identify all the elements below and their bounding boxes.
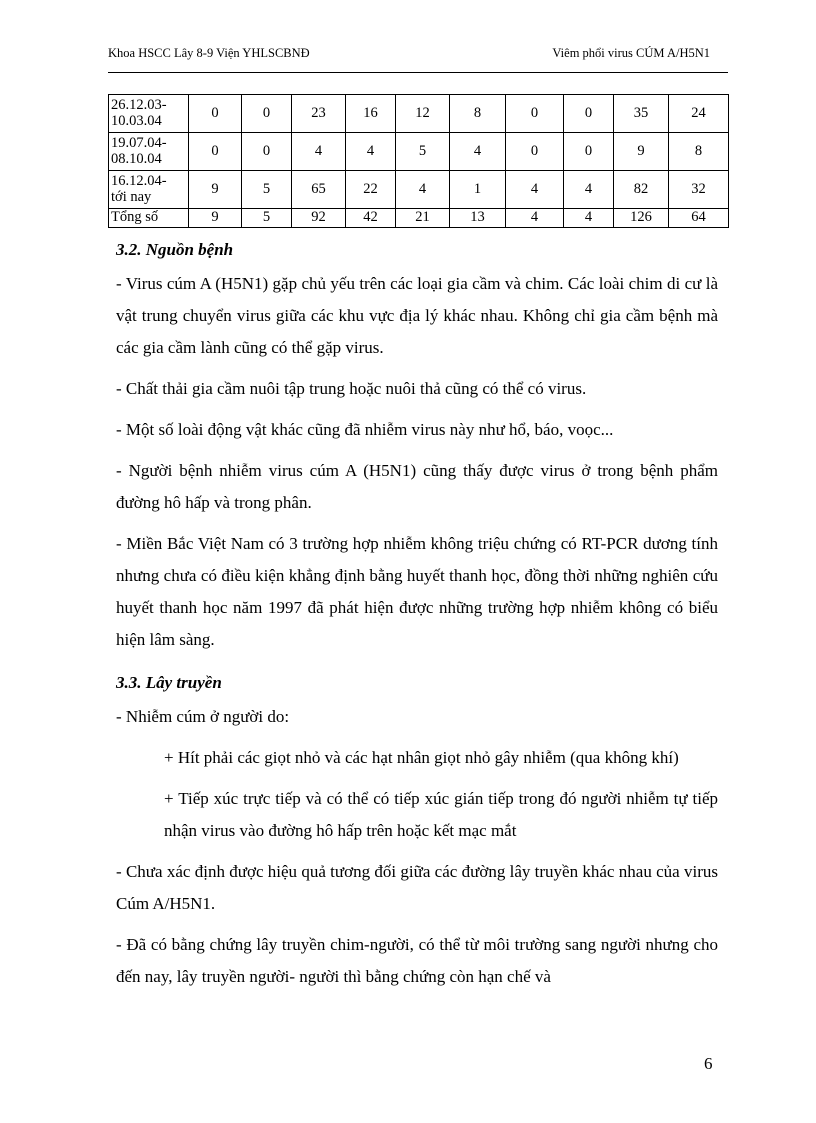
- paragraph: - Nhiễm cúm ở người do:: [116, 707, 290, 726]
- period-end: tới nay: [111, 188, 152, 205]
- value-cell: 9: [189, 171, 242, 209]
- paragraph: - Miền Bắc Việt Nam có 3 trường hợp nhiễm không triệu chứng có RT-PCR dương tính nhưng chưa có điều kiện khẳng định bằng huyết thanh học, đồng thời những nghiên cứu huyết thanh học năm 1997 đã phát hiện được những trường hợp nhiễm không có biểu hiện lâm sàng.: [116, 534, 718, 649]
- table-row: [109, 171, 729, 209]
- period-end: 10.03.04: [111, 112, 162, 129]
- page-number: 6: [704, 1054, 713, 1073]
- period-start: 26.12.03-: [111, 97, 167, 113]
- value-cell: 8: [450, 95, 506, 133]
- cases-table: [108, 94, 729, 228]
- value-cell: 0: [506, 133, 564, 171]
- paragraph: - Chất thải gia cầm nuôi tập trung hoặc nuôi thả cũng có thể có virus.: [116, 379, 587, 398]
- paragraph: - Virus cúm A (H5N1) gặp chủ yếu trên các loại gia cầm và chim. Các loài chim di cư là vật trung chuyển virus giữa các khu vực địa lý khác nhau. Không chỉ gia cầm bệnh mà các gia cầm lành cũng có thể gặp virus.: [116, 274, 718, 357]
- value-cell: 4: [292, 133, 346, 171]
- value-cell: 12: [396, 95, 450, 133]
- table-row: [109, 95, 729, 133]
- paragraph: - Người bệnh nhiễm virus cúm A (H5N1) cũng thấy được virus ở trong bệnh phẩm đường hô hấp và trong phân.: [116, 461, 718, 512]
- value-cell: 32: [669, 171, 729, 209]
- period-cell: [109, 171, 189, 209]
- value-cell: 23: [292, 95, 346, 133]
- period-start: 16.12.04-: [111, 173, 167, 189]
- header-left-text: Khoa HSCC Lây 8-9 Viện YHLSCBNĐ: [108, 46, 310, 60]
- table-row: [109, 133, 729, 171]
- total-value-cell: 5: [242, 209, 292, 228]
- section-title-3-3: 3.3. Lây truyền: [116, 673, 222, 692]
- section-title-3-2: 3.2. Nguồn bệnh: [116, 240, 234, 259]
- value-cell: 8: [669, 133, 729, 171]
- value-cell: 82: [614, 171, 669, 209]
- value-cell: 0: [189, 133, 242, 171]
- value-cell: 1: [450, 171, 506, 209]
- value-cell: 0: [564, 95, 614, 133]
- value-cell: 16: [346, 95, 396, 133]
- value-cell: 4: [506, 171, 564, 209]
- sub-item-paragraph: + Tiếp xúc trực tiếp và có thể có tiếp xúc gián tiếp trong đó người nhiễm tự tiếp nhận virus vào đường hô hấp trên hoặc kết mạc mắt: [164, 789, 718, 840]
- total-value-cell: 4: [506, 209, 564, 228]
- period-cell: [109, 95, 189, 133]
- period-end: 08.10.04: [111, 150, 162, 167]
- total-value-cell: 4: [564, 209, 614, 228]
- paragraph: - Đã có bằng chứng lây truyền chim-người, có thể từ môi trường sang người nhưng cho đến nay, lây truyền người- người thì bằng chứng còn hạn chế và: [116, 935, 718, 986]
- value-cell: 4: [346, 133, 396, 171]
- cases-table-body: [109, 95, 729, 228]
- value-cell: 5: [396, 133, 450, 171]
- value-cell: 0: [506, 95, 564, 133]
- value-cell: 9: [614, 133, 669, 171]
- total-row: [109, 209, 729, 228]
- total-value-cell: 64: [669, 209, 729, 228]
- value-cell: 4: [450, 133, 506, 171]
- sub-item-paragraph: + Hít phải các giọt nhỏ và các hạt nhân giọt nhỏ gây nhiễm (qua không khí): [164, 748, 679, 767]
- header-divider: [108, 72, 728, 73]
- page-header: [108, 46, 710, 62]
- total-value-cell: 13: [450, 209, 506, 228]
- total-value-cell: 21: [396, 209, 450, 228]
- header-right-text: Viêm phổi virus CÚM A/H5N1: [552, 46, 710, 60]
- value-cell: 0: [242, 95, 292, 133]
- total-value-cell: 92: [292, 209, 346, 228]
- value-cell: 5: [242, 171, 292, 209]
- period-start: 19.07.04-: [111, 135, 167, 151]
- value-cell: 35: [614, 95, 669, 133]
- value-cell: 22: [346, 171, 396, 209]
- value-cell: 0: [189, 95, 242, 133]
- value-cell: 4: [564, 171, 614, 209]
- total-value-cell: 42: [346, 209, 396, 228]
- total-value-cell: 9: [189, 209, 242, 228]
- total-label-cell: Tổng số: [109, 209, 189, 228]
- total-value-cell: 126: [614, 209, 669, 228]
- paragraph: - Một số loài động vật khác cũng đã nhiễm virus này như hổ, báo, voọc...: [116, 420, 614, 439]
- period-cell: [109, 133, 189, 171]
- paragraph: - Chưa xác định được hiệu quả tương đối giữa các đường lây truyền khác nhau của virus Cúm A/H5N1.: [116, 862, 718, 913]
- page-content: [116, 232, 718, 1002]
- value-cell: 0: [564, 133, 614, 171]
- value-cell: 24: [669, 95, 729, 133]
- value-cell: 4: [396, 171, 450, 209]
- value-cell: 65: [292, 171, 346, 209]
- value-cell: 0: [242, 133, 292, 171]
